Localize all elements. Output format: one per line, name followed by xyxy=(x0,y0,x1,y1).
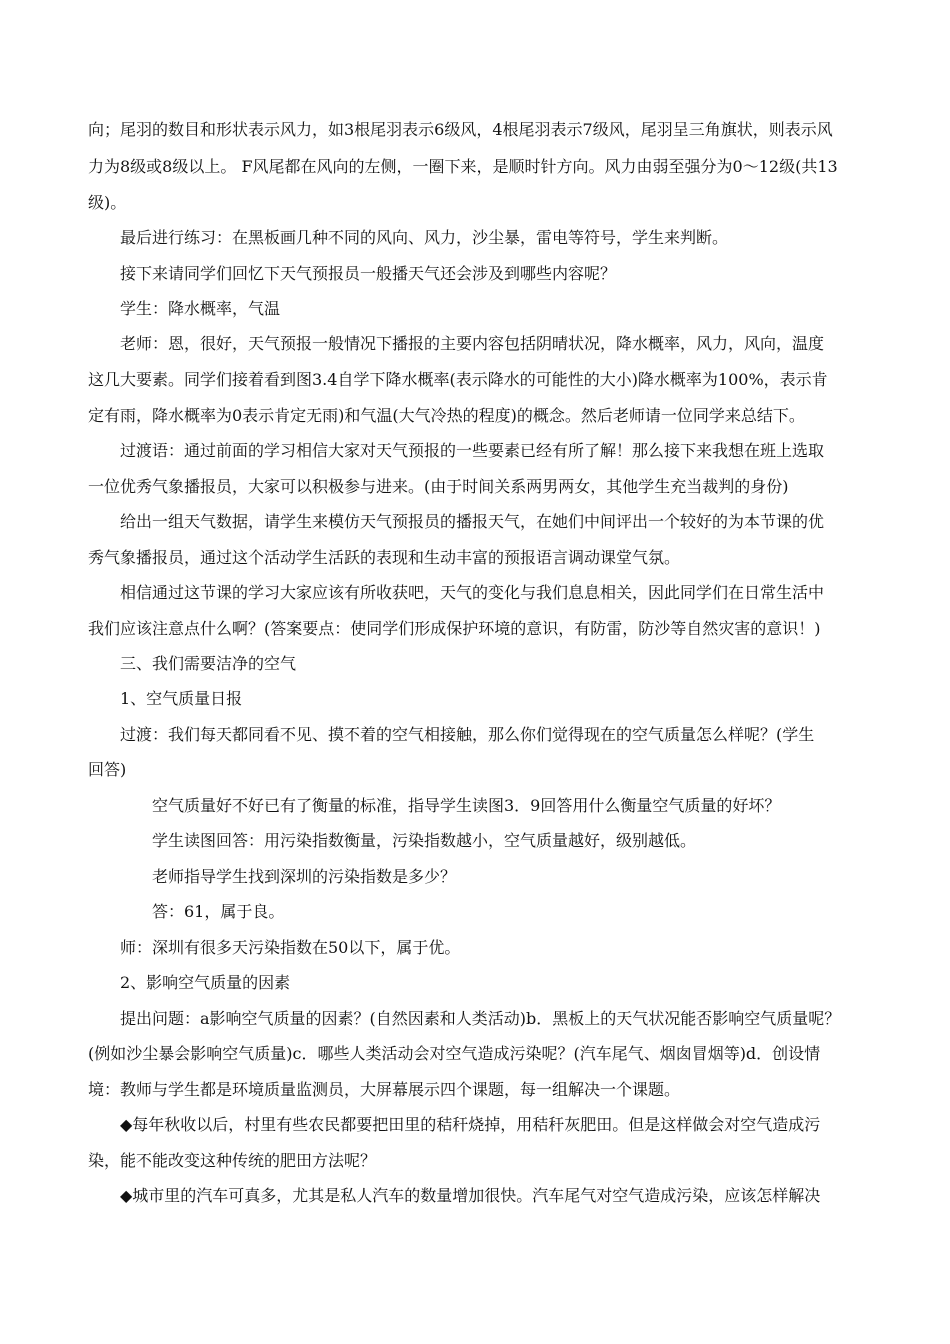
text-line: 向；尾羽的数目和形状表示风力，如3根尾羽表示6级风，4根尾羽表示7级风，尾羽呈三角旗状，则表示风 xyxy=(88,120,833,139)
text-line: 境：教师与学生都是环境质量监测员，大屏幕展示四个课题，每一组解决一个课题。 xyxy=(88,1080,681,1099)
text-line: ◆每年秋收以后，村里有些农民都要把田里的秸秆烧掉，用秸秆灰肥田。但是这样做会对空气造成污 xyxy=(120,1115,821,1134)
text-line: 老师：恩，很好，天气预报一般情况下播报的主要内容包括阴晴状况，降水概率，风力，风向，温度 xyxy=(120,334,825,353)
text-line: 接下来请同学们回忆下天气预报员一般播天气还会涉及到哪些内容呢？ xyxy=(120,264,617,283)
text-line: 最后进行练习：在黑板画几种不同的风向、风力，沙尘暴，雷电等符号，学生来判断。 xyxy=(120,228,729,247)
text-line: 空气质量好不好已有了衡量的标准，指导学生读图3．9回答用什么衡量空气质量的好坏？ xyxy=(152,796,781,815)
section-heading: 三、我们需要洁净的空气 xyxy=(120,654,297,673)
subsection-heading: 1、空气质量日报 xyxy=(120,689,243,708)
text-line: 给出一组天气数据，请学生来模仿天气预报员的播报天气，在她们中间评出一个较好的为本节课的优 xyxy=(120,512,825,531)
text-line: ◆城市里的汽车可真多，尤其是私人汽车的数量增加很快。汽车尾气对空气造成污染，应该怎样解决 xyxy=(120,1186,821,1205)
text-line: (例如沙尘暴会影响空气质量)c．哪些人类活动会对空气造成污染呢？(汽车尾气、烟囱冒烟等)d．创设情 xyxy=(88,1044,821,1063)
text-line: 一位优秀气象播报员，大家可以积极参与进来。(由于时间关系两男两女，其他学生充当裁判的身份) xyxy=(88,477,789,496)
text-line: 学生：降水概率，气温 xyxy=(120,299,281,318)
text-line: 秀气象播报员，通过这个活动学生活跃的表现和生动丰富的预报语言调动课堂气氛。 xyxy=(88,548,681,567)
text-line: 定有雨，降水概率为0表示肯定无雨)和气温(大气冷热的程度)的概念。然后老师请一位同学来总结下。 xyxy=(88,406,805,425)
text-line: 老师指导学生找到深圳的污染指数是多少？ xyxy=(152,867,457,886)
text-line: 这几大要素。同学们接着看到图3.4自学下降水概率(表示降水的可能性的大小)降水概率为100%，表示肯 xyxy=(88,370,828,389)
text-line: 提出问题：a影响空气质量的因素？(自然因素和人类活动)b．黑板上的天气状况能否影响空气质量呢？ xyxy=(120,1009,841,1028)
subsection-heading: 2、影响空气质量的因素 xyxy=(120,973,291,992)
text-line: 答：61，属于良。 xyxy=(152,902,285,921)
text-line: 过渡语：通过前面的学习相信大家对天气预报的一些要素已经有所了解！那么接下来我想在班上选取 xyxy=(120,441,825,460)
text-line: 相信通过这节课的学习大家应该有所收获吧，天气的变化与我们息息相关，因此同学们在日常生活中 xyxy=(120,583,825,602)
text-line: 回答) xyxy=(88,760,127,779)
text-line: 过渡：我们每天都同看不见、摸不着的空气相接触，那么你们觉得现在的空气质量怎么样呢？(学生 xyxy=(120,725,815,744)
text-line: 染，能不能改变这种传统的肥田方法呢？ xyxy=(88,1151,377,1170)
text-line: 学生读图回答：用污染指数衡量，污染指数越小，空气质量越好，级别越低。 xyxy=(152,831,697,850)
text-line: 我们应该注意点什么啊？(答案要点：使同学们形成保护环境的意识，有防雷，防沙等自然灾害的意识！) xyxy=(88,619,821,638)
text-line: 力为8级或8级以上。 F风尾都在风向的左侧，一圈下来，是顺时针方向。风力由弱至强分为0～12级(共13 xyxy=(88,157,838,176)
text-line: 级)。 xyxy=(88,193,127,212)
text-line: 师：深圳有很多天污染指数在50以下，属于优。 xyxy=(120,938,461,957)
